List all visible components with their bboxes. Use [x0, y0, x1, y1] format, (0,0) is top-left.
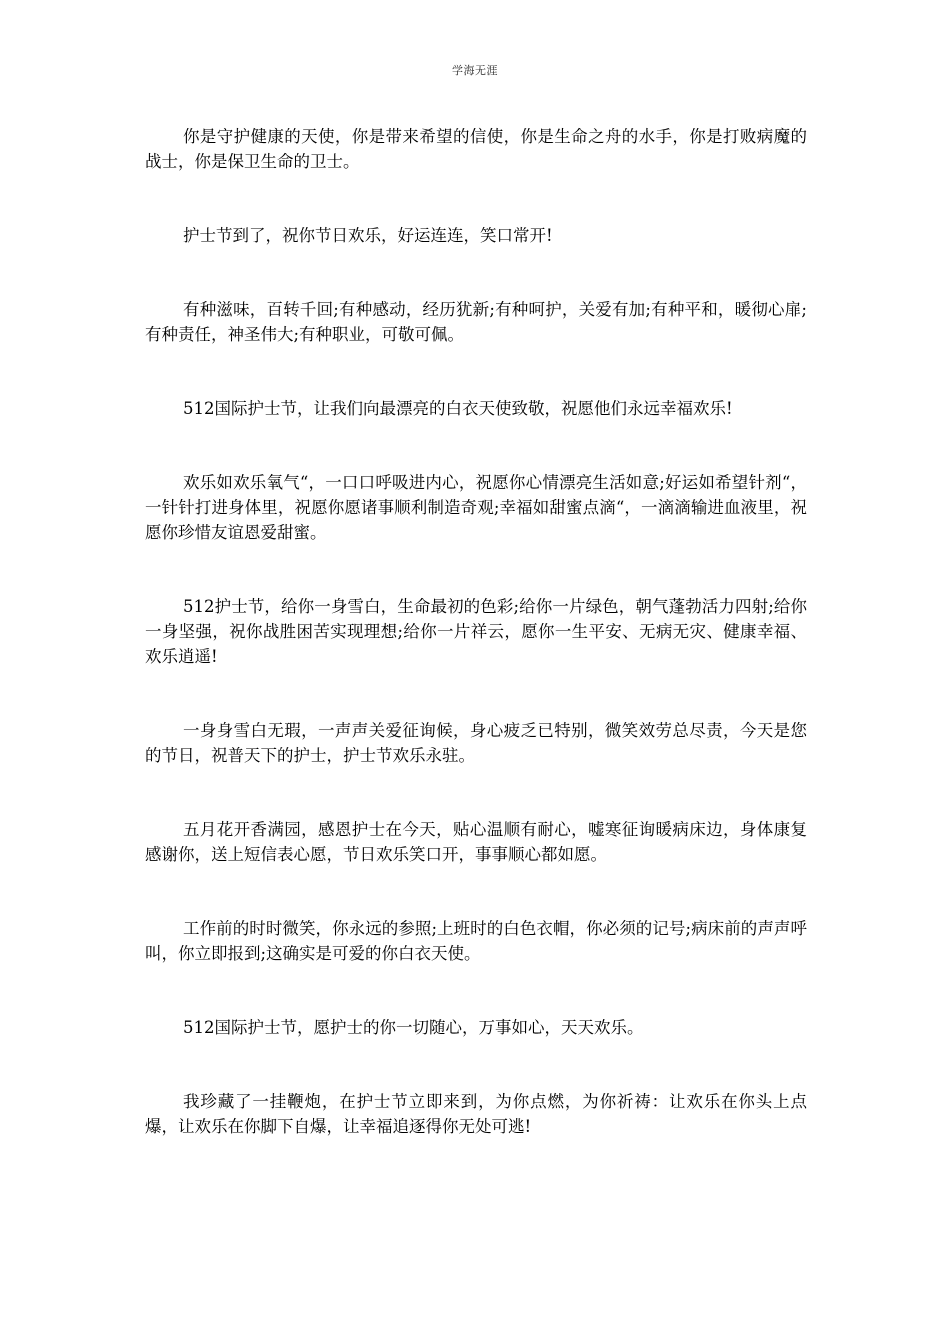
- paragraph-4: 512国际护士节，让我们向最漂亮的白衣天使致敬，祝愿他们永远幸福欢乐!: [183, 399, 733, 418]
- paragraph-3: 有种滋味，百转千回;有种感动，经历犹新;有种呵护，关爱有加;有种平和，暖彻心扉;有种责任，神圣伟大;有种职业，可敬可佩。: [145, 300, 807, 344]
- document-body: [145, 124, 807, 1139]
- paragraph-gap: [145, 248, 807, 297]
- paragraph-gap: [145, 174, 807, 223]
- paragraph-7: 一身身雪白无瑕，一声声关爱征询候，身心疲乏已特别，微笑效劳总尽责，今天是您的节日，祝普天下的护士，护士节欢乐永驻。: [145, 721, 807, 765]
- page-header: 学海无涯: [452, 64, 498, 77]
- paragraph-6: 512护士节，给你一身雪白，生命最初的色彩;给你一片绿色，朝气蓬勃活力四射;给你一身坚强，祝你战胜困苦实现理想;给你一片祥云，愿你一生平安、无病无灾、健康幸福、欢乐逍遥!: [145, 597, 807, 666]
- paragraph-gap: [145, 347, 807, 396]
- paragraph-5: 欢乐如欢乐氧气“，一口口呼吸进内心，祝愿你心情漂亮生活如意;好运如希望针剂“，一针针打进身体里，祝愿你愿诸事顺利制造奇观;幸福如甜蜜点滴“，一滴滴输进血液里，祝愿你珍惜友谊恩爱甜蜜。: [145, 473, 807, 542]
- paragraph-11: 我珍藏了一挂鞭炮，在护士节立即来到，为你点燃，为你祈祷：让欢乐在你头上点爆，让欢乐在你脚下自爆，让幸福追逐得你无处可逃!: [145, 1092, 807, 1136]
- paragraph-gap: [145, 867, 807, 916]
- paragraph-gap: [145, 966, 807, 1015]
- paragraph-9: 工作前的时时微笑，你永远的参照;上班时的白色衣帽，你必须的记号;病床前的声声呼叫，你立即报到;这确实是可爱的你白衣天使。: [145, 919, 807, 963]
- paragraph-gap: [145, 768, 807, 817]
- paragraph-gap: [145, 421, 807, 470]
- paragraph-8: 五月花开香满园，感恩护士在今天，贴心温顺有耐心，嘘寒征询暖病床边，身体康复感谢你，送上短信表心愿，节日欢乐笑口开，事事顺心都如愿。: [145, 820, 807, 864]
- paragraph-10: 512国际护士节，愿护士的你一切随心，万事如心，天天欢乐。: [183, 1018, 644, 1037]
- paragraph-2: 护士节到了，祝你节日欢乐，好运连连，笑口常开!: [183, 226, 553, 245]
- paragraph-gap: [145, 545, 807, 594]
- paragraph-gap: [145, 1040, 807, 1089]
- paragraph-gap: [145, 669, 807, 718]
- paragraph-1: 你是守护健康的天使，你是带来希望的信使，你是生命之舟的水手，你是打败病魔的战士，你是保卫生命的卫士。: [145, 127, 807, 171]
